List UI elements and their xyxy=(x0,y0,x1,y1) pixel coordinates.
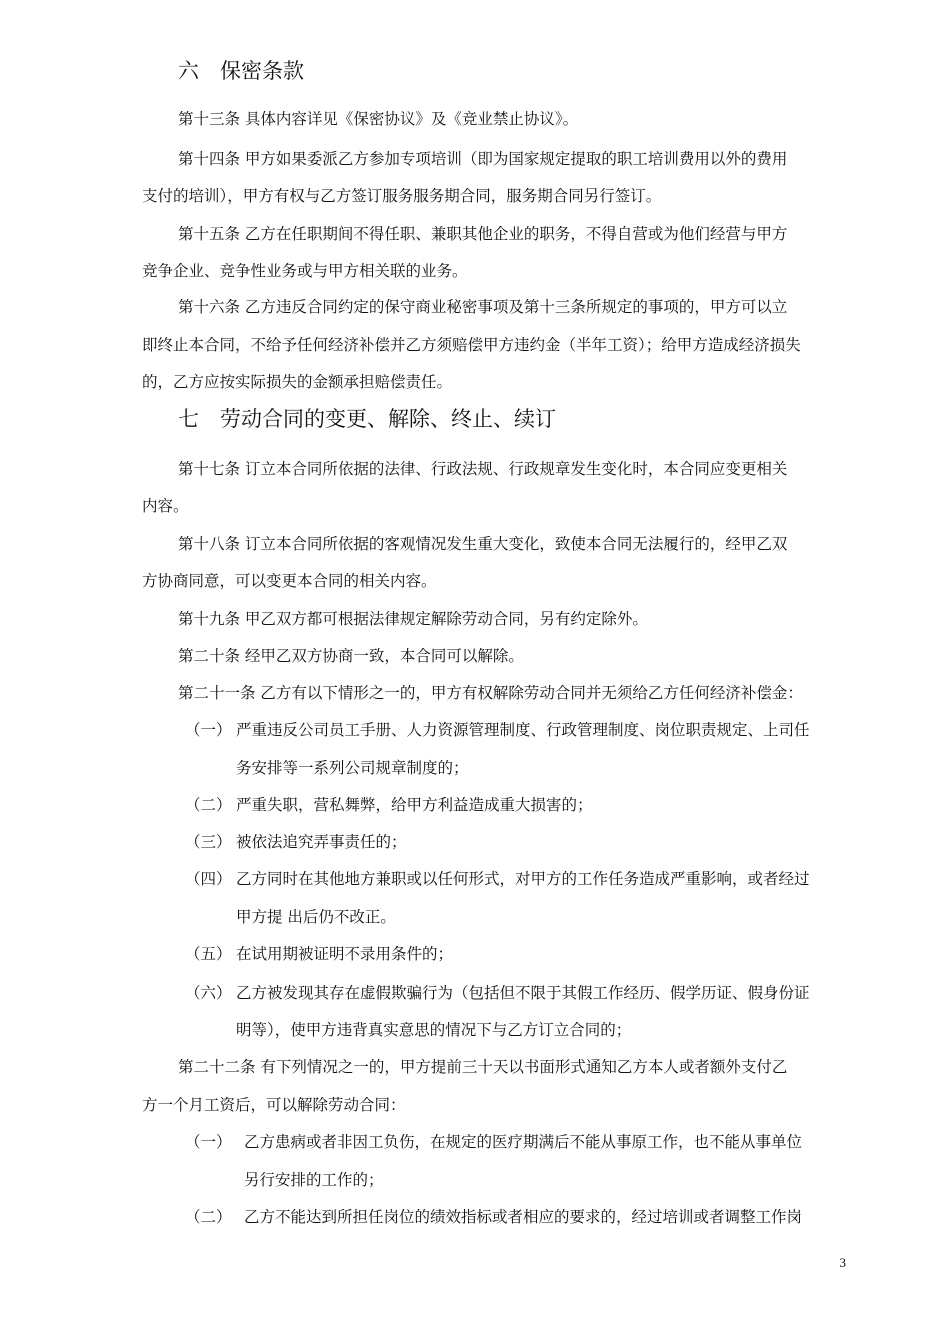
list-item-number: （四） xyxy=(185,870,232,888)
paragraph-line: 支付的培训），甲方有权与乙方签订服务服务期合同，服务期合同另行签订。 xyxy=(142,187,662,205)
paragraph-line: 第二十二条 有下列情况之一的，甲方提前三十天以书面形式通知乙方本人或者额外支付乙 xyxy=(178,1058,788,1076)
list-item-line: 乙方同时在其他地方兼职或以任何形式，对甲方的工作任务造成严重影响，或者经过 xyxy=(236,870,810,888)
list-item-line: 乙方不能达到所担任岗位的绩效指标或者相应的要求的，经过培训或者调整工作岗 xyxy=(244,1208,803,1226)
list-item-line: 另行安排的工作的； xyxy=(244,1171,384,1189)
list-item-line: 乙方被发现其存在虚假欺骗行为（包括但不限于其假工作经历、假学历证、假身份证 xyxy=(236,984,810,1002)
paragraph-line: 第十七条 订立本合同所依据的法律、行政法规、行政规章发生变化时，本合同应变更相关 xyxy=(178,460,788,478)
paragraph-line: 的，乙方应按实际损失的金额承担赔偿责任。 xyxy=(142,373,453,391)
list-item-number: （六） xyxy=(185,984,232,1002)
section-heading-7: 七 劳动合同的变更、解除、终止、续订 xyxy=(178,407,556,431)
section-heading-6: 六 保密条款 xyxy=(178,59,304,83)
list-item-line: 明等），使甲方违背真实意思的情况下与乙方订立合同的； xyxy=(236,1021,632,1039)
list-item-line: 严重违反公司员工手册、人力资源管理制度、行政管理制度、岗位职责规定、上司任 xyxy=(236,721,810,739)
paragraph-line: 第十四条 甲方如果委派乙方参加专项培训（即为国家规定提取的职工培训费用以外的费用 xyxy=(178,150,788,168)
list-item-number: （一） xyxy=(185,1133,232,1151)
list-item-number: （一） xyxy=(185,721,232,739)
list-item-line: 务安排等一系列公司规章制度的； xyxy=(236,759,469,777)
paragraph-line: 方一个月工资后，可以解除劳动合同： xyxy=(142,1096,406,1114)
page-number: 3 xyxy=(839,1255,846,1270)
list-item-number: （二） xyxy=(185,1208,232,1226)
list-item-number: （三） xyxy=(185,833,232,851)
list-item-line: 严重失职，营私舞弊，给甲方利益造成重大损害的； xyxy=(236,796,593,814)
list-item-line: 乙方患病或者非因工负伤，在规定的医疗期满后不能从事原工作，也不能从事单位 xyxy=(244,1133,803,1151)
paragraph-line: 方协商同意，可以变更本合同的相关内容。 xyxy=(142,572,437,590)
paragraph-line: 竞争企业、竞争性业务或与甲方相关联的业务。 xyxy=(142,262,468,280)
list-item-line: 在试用期被证明不录用条件的； xyxy=(236,945,454,963)
list-item-number: （五） xyxy=(185,945,232,963)
paragraph-line: 第二十一条 乙方有以下情形之一的，甲方有权解除劳动合同并无须给乙方任何经济补偿金： xyxy=(178,684,803,702)
paragraph-line: 内容。 xyxy=(142,497,189,515)
list-item-number: （二） xyxy=(185,796,232,814)
paragraph-line: 第二十条 经甲乙双方协商一致，本合同可以解除。 xyxy=(178,647,524,665)
list-item-line: 甲方提 出后仍不改正。 xyxy=(236,908,396,926)
paragraph-line: 即终止本合同，不给予任何经济补偿并乙方须赔偿甲方违约金（半年工资）；给甲方造成经济损失 xyxy=(142,336,801,354)
paragraph-line: 第十八条 订立本合同所依据的客观情况发生重大变化，致使本合同无法履行的，经甲乙双 xyxy=(178,535,788,553)
paragraph-line: 第十五条 乙方在任职期间不得任职、兼职其他企业的职务，不得自营或为他们经营与甲方 xyxy=(178,225,788,243)
paragraph-line: 第十三条 具体内容详见《保密协议》及《竞业禁止协议》。 xyxy=(178,110,579,128)
paragraph-line: 第十六条 乙方违反合同约定的保守商业秘密事项及第十三条所规定的事项的，甲方可以立 xyxy=(178,298,788,316)
paragraph-line: 第十九条 甲乙双方都可根据法律规定解除劳动合同，另有约定除外。 xyxy=(178,610,648,628)
list-item-line: 被依法追究弄事责任的； xyxy=(236,833,407,851)
